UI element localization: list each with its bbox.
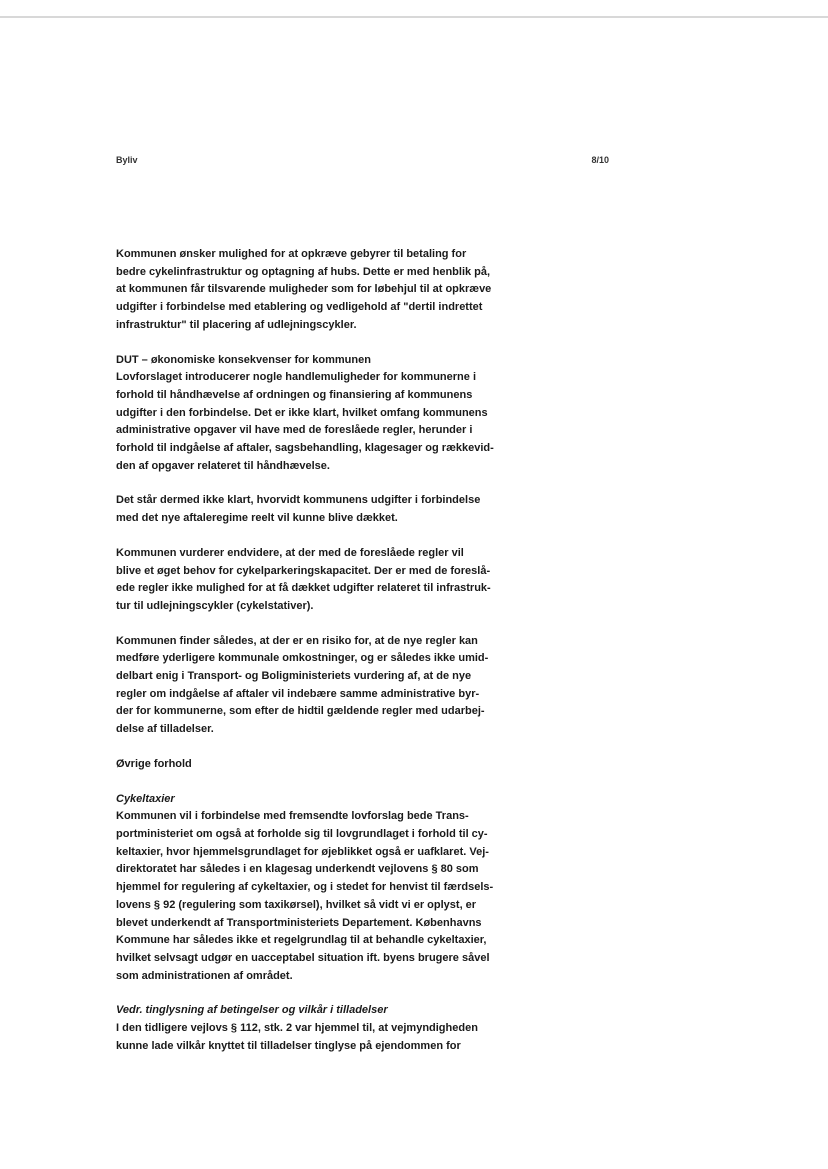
header-section-title: Byliv: [116, 155, 138, 165]
paragraph-risk: Kommunen finder således, at der er en risiko for, at de nye regler kan medføre yderligere kommunale omkostninger, og er således ikke umid- delbart enig i Transport- og Boligministeriets vurdering af, at de nye regler om indgåelse af aftaler vil indebære samme administrative byr- der for kommunerne, som efter de hidtil gældende regler med udarbej- delse af tilladelser.: [116, 634, 489, 736]
paragraph-dut: Lovforslaget introducerer nogle handlemuligheder for kommunerne i forhold til håndhævelse af ordningen og finansiering af kommunens udgifter i den forbindelse. Det er ikke klart, hvilket omfang kommunens administrative opgaver vil have med de foreslåede regler, herunder i forhold til indgåelse af aftaler, sagsbehandling, klagesager og rækkevid- den af opgaver relateret til håndhævelse.: [116, 371, 494, 472]
paragraph-cycle-taxis: Kommunen vil i forbindelse med fremsendte lovforslag bede Trans- portministeriet om også at forholde sig til lovgrundlaget i forhold til cy- keltaxier, hvor hjemmelsgrundlaget for øjeblikket også er uafklaret. Vej- direktoratet har således i en klagesag underkendt vejlovens § 80 som hjemmel for regulering af cykeltaxier, og i stedet for henvist til færdsels- lovens § 92 (regulering som taxikørsel), hvilket så vidt vi er oplyst, er blevet underkendt af Transportministeriets Departement. Københavns Kommune har således ikke et regelgrundlag til at behandle cykeltaxier, hvilket selvsagt udgør en uacceptabel situation ift. byens brugere såvel som administrationen af området.: [116, 810, 494, 982]
document-body: [116, 246, 528, 1072]
paragraph-fees: Kommunen ønsker mulighed for at opkræve gebyrer til betaling for bedre cykelinfrastruktur og optagning af hubs. Dette er med henblik på, at kommunen får tilsvarende muligheder som for løbehjul til at opkræve udgifter i forbindelse med etablering og vedligehold af "dertil indrettet infrastruktur" til placering af udlejningscykler.: [116, 248, 492, 331]
scan-edge-line: [0, 16, 828, 18]
paragraph-tinglysning: I den tidligere vejlovs § 112, stk. 2 var hjemmel til, at vejmyndigheden kunne lade vilkår knyttet til tilladelser tinglyse på ejendommen for: [116, 1022, 478, 1052]
heading-dut: DUT – økonomiske konsekvenser for kommunen: [116, 353, 371, 366]
page-number: 8/10: [591, 155, 609, 165]
paragraph-parking: Kommunen vurderer endvidere, at der med de foreslåede regler vil blive et øget behov for cykelparkeringskapacitet. Der er med de foreslå- ede regler ikke mulighed for at få dækket udgifter relateret til infrastruk- tur til udlejningscykler (cykelstativer).: [116, 546, 491, 612]
heading-other-matters: Øvrige forhold: [116, 757, 192, 770]
paragraph-expenses: Det står dermed ikke klart, hvorvidt kommunens udgifter i forbindelse med det nye aftaleregime reelt vil kunne blive dækket.: [116, 494, 481, 525]
heading-tinglysning: Vedr. tinglysning af betingelser og vilkår i tilladelser: [116, 1004, 388, 1017]
heading-cycle-taxis: Cykeltaxier: [116, 792, 175, 805]
